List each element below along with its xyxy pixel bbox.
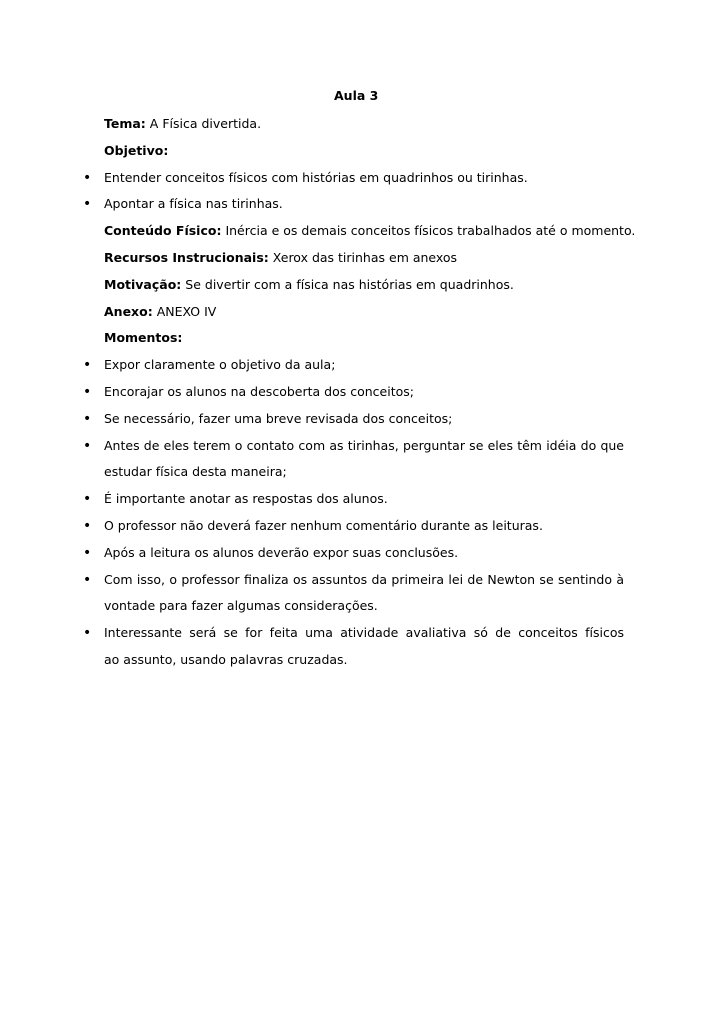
list-item-continuation <box>0 593 624 620</box>
momento-item-text: Antes de eles terem o contato com as tirinhas, perguntar se eles têm idéia do que <box>104 437 624 453</box>
momento-item-text: Encorajar os alunos na descoberta dos conceitos; <box>104 383 414 399</box>
objetivo-item-text: Apontar a física nas tirinhas. <box>104 196 283 212</box>
momento-item-text: O professor não deverá fazer nenhum comentário durante as leituras. <box>104 517 543 533</box>
recursos-line <box>0 245 624 272</box>
bullet-icon: • <box>83 357 92 374</box>
list-item <box>0 486 624 513</box>
list-item <box>0 165 624 192</box>
momento-item-text: estudar física desta maneira; <box>104 464 287 480</box>
list-item <box>0 513 624 540</box>
momento-item-text: É importante anotar as respostas dos alunos. <box>104 491 388 507</box>
recursos-label: Recursos Instrucionais: <box>104 249 269 265</box>
list-item <box>0 406 624 433</box>
bullet-icon: • <box>83 625 92 642</box>
bullet-icon: • <box>83 383 92 400</box>
bullet-icon: • <box>83 196 92 213</box>
bullet-icon: • <box>83 544 92 561</box>
anexo-value: ANEXO IV <box>156 303 217 319</box>
bullet-icon: • <box>83 517 92 534</box>
anexo-line <box>0 299 624 326</box>
anexo-label: Anexo: <box>104 303 153 319</box>
bullet-icon: • <box>83 410 92 427</box>
momento-item-text: Com isso, o professor finaliza os assuntos da primeira lei de Newton se sentindo à <box>104 571 624 587</box>
objetivo-label: Objetivo: <box>104 142 169 158</box>
momentos-line <box>0 325 624 352</box>
momento-item-text: Expor claramente o objetivo da aula; <box>104 357 336 373</box>
list-item <box>0 379 624 406</box>
list-item-continuation <box>0 647 624 674</box>
bullet-icon: • <box>83 169 92 186</box>
recursos-value: Xerox das tirinhas em anexos <box>272 249 458 265</box>
list-item <box>0 191 624 218</box>
motivacao-label: Motivação: <box>104 276 182 292</box>
list-item <box>0 540 624 567</box>
momento-item-text: ao assunto, usando palavras cruzadas. <box>104 651 348 667</box>
motivacao-value: Se divertir com a física nas histórias em quadrinhos. <box>185 276 514 292</box>
conteudo-line <box>0 218 636 245</box>
bullet-icon: • <box>83 571 92 588</box>
momento-item-text: Após a leitura os alunos deverão expor suas conclusões. <box>104 544 459 560</box>
document-body <box>0 111 728 674</box>
list-item-continuation <box>0 459 624 486</box>
list-item <box>0 433 624 460</box>
momentos-label: Momentos: <box>104 330 183 346</box>
bullet-icon: • <box>83 491 92 508</box>
motivacao-line <box>0 272 624 299</box>
momento-item-text: vontade para fazer algumas considerações. <box>104 598 378 614</box>
objetivo-line <box>0 138 624 165</box>
conteudo-label: Conteúdo Físico: <box>104 223 222 239</box>
conteudo-value: Inércia e os demais conceitos físicos trabalhados até o momento. <box>225 223 636 239</box>
list-item <box>0 620 624 647</box>
tema-value: A Física divertida. <box>149 116 262 131</box>
document-title: Aula 3 <box>334 88 379 103</box>
bullet-icon: • <box>83 437 92 454</box>
objetivo-item-text: Entender conceitos físicos com histórias em quadrinhos ou tirinhas. <box>104 169 528 185</box>
list-item <box>0 567 624 594</box>
tema-line <box>0 111 624 138</box>
tema-label: Tema: <box>104 116 146 131</box>
list-item <box>0 352 624 379</box>
momento-item-text: Interessante será se for feita uma atividade avaliativa só de conceitos físicos <box>104 625 624 641</box>
momento-item-text: Se necessário, fazer uma breve revisada dos conceitos; <box>104 410 453 426</box>
